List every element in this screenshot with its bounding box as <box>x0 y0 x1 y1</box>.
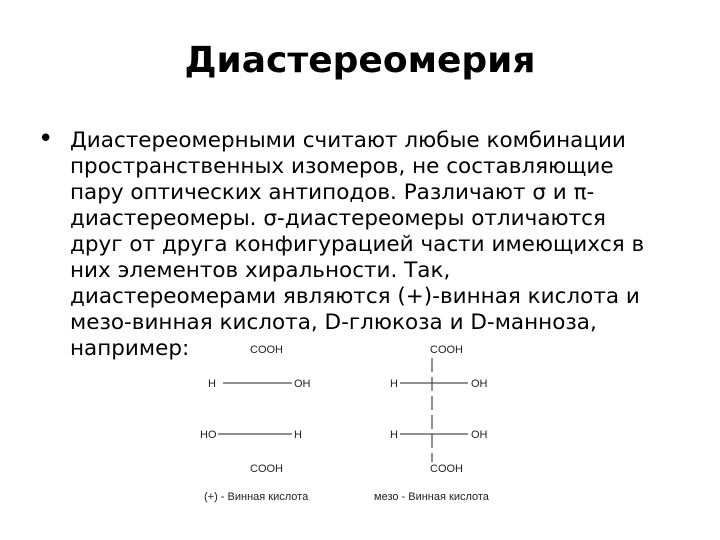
paragraph-line: Диастереомерными считают любые комбинации <box>70 128 626 153</box>
top-group-label: COOH <box>250 344 283 356</box>
paragraph-line: например: <box>70 336 190 361</box>
bottom-group-label: COOH <box>430 463 463 475</box>
paragraph-line: друг от друга конфигурацией части имеющихся в <box>70 232 645 257</box>
paragraph-line: пару оптических антиподов. Различают σ и π- <box>70 180 595 205</box>
formula-caption: (+) - Винная кислота <box>204 491 309 503</box>
paragraph-line: них элементов хиральности. Так, <box>70 258 451 283</box>
substituent-right-2: H <box>294 429 302 441</box>
fischer-projection-plus-tartaric <box>200 344 311 503</box>
bottom-group-label: COOH <box>250 463 283 475</box>
substituent-left-1: H <box>208 378 216 390</box>
paragraph-line: диастереомерами являются (+)-винная кислота и <box>70 284 640 309</box>
slide-title: Диастереомерия <box>184 40 536 81</box>
formula-caption: мезо - Винная кислота <box>374 491 489 503</box>
substituent-left-2: H <box>390 429 398 441</box>
top-group-label: COOH <box>430 344 463 356</box>
substituent-right-1: OH <box>471 378 488 390</box>
substituent-right-1: OH <box>294 378 311 390</box>
paragraph-line: мезо-винная кислота, D-глюкоза и D-манноза, <box>70 310 597 335</box>
bullet-marker: • <box>38 124 54 154</box>
fischer-projection-meso-tartaric <box>374 344 490 503</box>
paragraph-line: пространственных изомеров, не составляющие <box>70 154 614 179</box>
substituent-left-1: H <box>390 378 398 390</box>
substituent-left-2: HO <box>200 429 217 441</box>
substituent-right-2: OH <box>471 429 488 441</box>
paragraph-line: диастереомеры. σ-диастереомеры отличаются <box>70 206 606 231</box>
